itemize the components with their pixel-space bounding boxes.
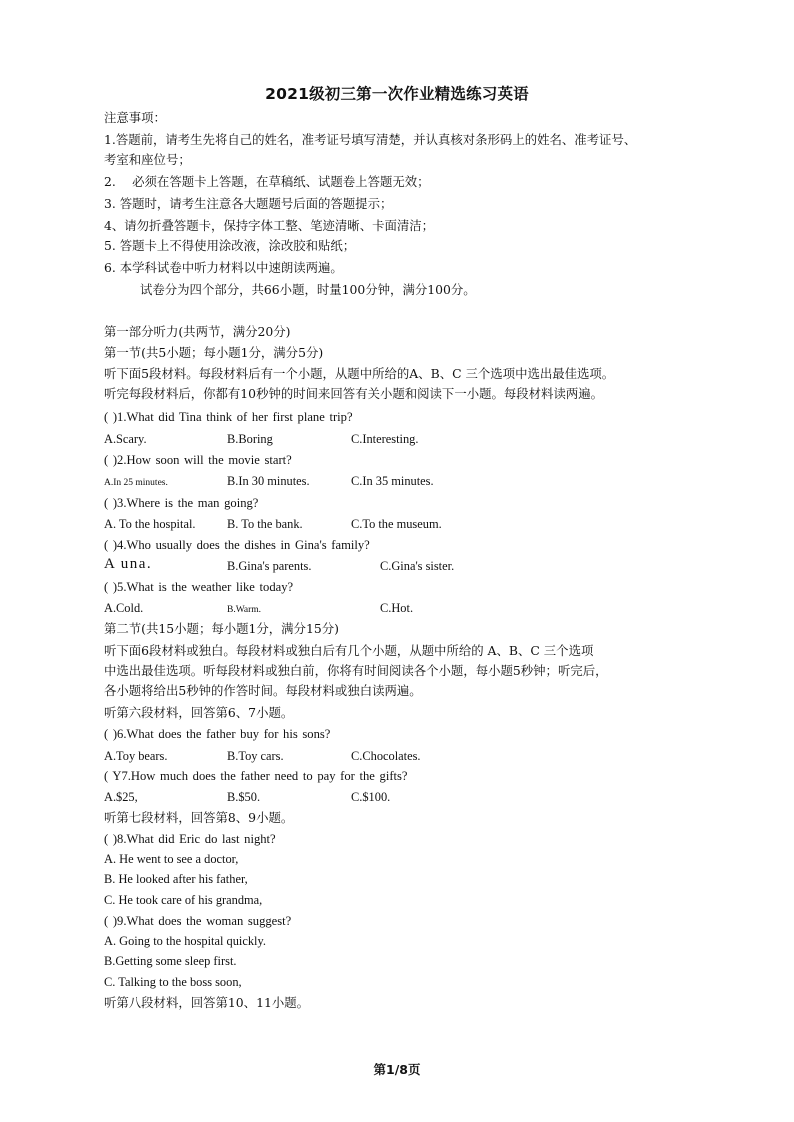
q4-option-c: C.Gina's sister. bbox=[380, 559, 455, 573]
q6-option-b: B.Toy cars. bbox=[227, 749, 284, 763]
q6-option-a: A.Toy bears. bbox=[104, 749, 168, 763]
question-1: ( )1.What did Tina think of her first plane trip? bbox=[104, 410, 353, 424]
q2-option-a: A.In 25 minutes. bbox=[104, 478, 168, 488]
q4-option-a: A una. bbox=[104, 556, 153, 572]
notice-item-6: 6. 本学科试卷中听力材料以中速朗读两遍。 bbox=[104, 260, 343, 275]
question-7: ( Y7.How much does the father need to pay for the gifts? bbox=[104, 769, 408, 783]
q3-option-c: C.To the museum. bbox=[351, 517, 442, 531]
material-8-note: 听第八段材料，回答第10、11小题。 bbox=[104, 995, 310, 1010]
q3-option-a: A. To the hospital. bbox=[104, 517, 196, 531]
material-7-note: 听第七段材料，回答第8、9小题。 bbox=[104, 810, 294, 825]
notice-item-5: 5. 答题卡上不得使用涂改液，涂改胶和贴纸； bbox=[104, 238, 356, 253]
section1-instruction-1: 听下面5段材料。每段材料后有一个小题，从题中所给的A、B、C 三个选项中选出最佳选项。 bbox=[104, 366, 615, 381]
question-9: ( )9.What does the woman suggest? bbox=[104, 914, 292, 928]
q6-option-c: C.Chocolates. bbox=[351, 749, 421, 763]
q8-option-c: C. He took care of his grandma, bbox=[104, 893, 263, 907]
notice-item-3: 3. 答题时，请考生注意各大题题号后面的答题提示； bbox=[104, 196, 393, 211]
exam-summary: 试卷分为四个部分，共66小题，时量100分钟，满分100分。 bbox=[140, 282, 476, 297]
q1-option-a: A.Scary. bbox=[104, 432, 147, 446]
q4-option-b: B.Gina's parents. bbox=[227, 559, 312, 573]
q1-option-b: B.Boring bbox=[227, 432, 273, 446]
notice-heading: 注意事项： bbox=[104, 110, 166, 125]
section2-instruction-1: 听下面6段材料或独白。每段材料或独白后有几个小题，从题中所给的 A、B、C 三个选项 bbox=[104, 643, 594, 658]
page-title: 2021级初三第一次作业精选练习英语 bbox=[265, 85, 529, 103]
question-2: ( )2.How soon will the movie start? bbox=[104, 453, 292, 467]
part1-heading: 第一部分听力(共两节，满分20分) bbox=[104, 324, 291, 339]
section2-instruction-3: 各小题将给出5秒钟的作答时间。每段材料或独白读两遍。 bbox=[104, 683, 422, 698]
notice-item-2: 2. 必须在答题卡上答题，在草稿纸、试题卷上答题无效； bbox=[104, 174, 430, 189]
question-4: ( )4.Who usually does the dishes in Gina's family? bbox=[104, 538, 370, 552]
section2-instruction-2: 中选出最佳选项。听每段材料或独白前，你将有时间阅读各个小题，每小题5秒钟；听完后， bbox=[104, 663, 608, 678]
q8-option-b: B. He looked after his father, bbox=[104, 872, 248, 886]
q5-option-c: C.Hot. bbox=[380, 601, 414, 615]
q8-option-a: A. He went to see a doctor, bbox=[104, 852, 239, 866]
q7-option-a: A.$25, bbox=[104, 790, 138, 804]
material-6-note: 听第六段材料，回答第6、7小题。 bbox=[104, 705, 294, 720]
notice-item-1-cont: 考室和座位号； bbox=[104, 152, 191, 167]
notice-item-4: 4、请勿折叠答题卡，保持字体工整、笔迹清晰、卡面清洁； bbox=[104, 218, 435, 233]
q7-option-c: C.$100. bbox=[351, 790, 391, 804]
section2-heading: 第二节(共15小题；每小题1分，满分15分) bbox=[104, 621, 339, 636]
question-5: ( )5.What is the weather like today? bbox=[104, 580, 294, 594]
q7-option-b: B.$50. bbox=[227, 790, 261, 804]
q5-option-b: B.Warm. bbox=[227, 605, 262, 615]
q9-option-c: C. Talking to the boss soon, bbox=[104, 975, 242, 989]
q2-option-b: B.In 30 minutes. bbox=[227, 474, 310, 488]
q9-option-b: B.Getting some sleep first. bbox=[104, 954, 237, 968]
notice-item-1: 1.答题前，请考生先将自己的姓名，准考证号填写清楚，并认真核对条形码上的姓名、准考证号、 bbox=[104, 132, 637, 147]
q2-option-c: C.In 35 minutes. bbox=[351, 474, 434, 488]
section1-instruction-2: 听完每段材料后，你都有10秒钟的时间来回答有关小题和阅读下一小题。每段材料读两遍。 bbox=[104, 386, 604, 401]
question-3: ( )3.Where is the man going? bbox=[104, 496, 259, 510]
q3-option-b: B. To the bank. bbox=[227, 517, 303, 531]
q5-option-a: A.Cold. bbox=[104, 601, 144, 615]
q1-option-c: C.Interesting. bbox=[351, 432, 419, 446]
question-8: ( )8.What did Eric do last night? bbox=[104, 832, 276, 846]
q9-option-a: A. Going to the hospital quickly. bbox=[104, 934, 266, 948]
page-number: 第1/8页 bbox=[373, 1062, 421, 1077]
section1-heading: 第一节(共5小题；每小题1分，满分5分) bbox=[104, 345, 324, 360]
question-6: ( )6.What does the father buy for his sons? bbox=[104, 727, 331, 741]
